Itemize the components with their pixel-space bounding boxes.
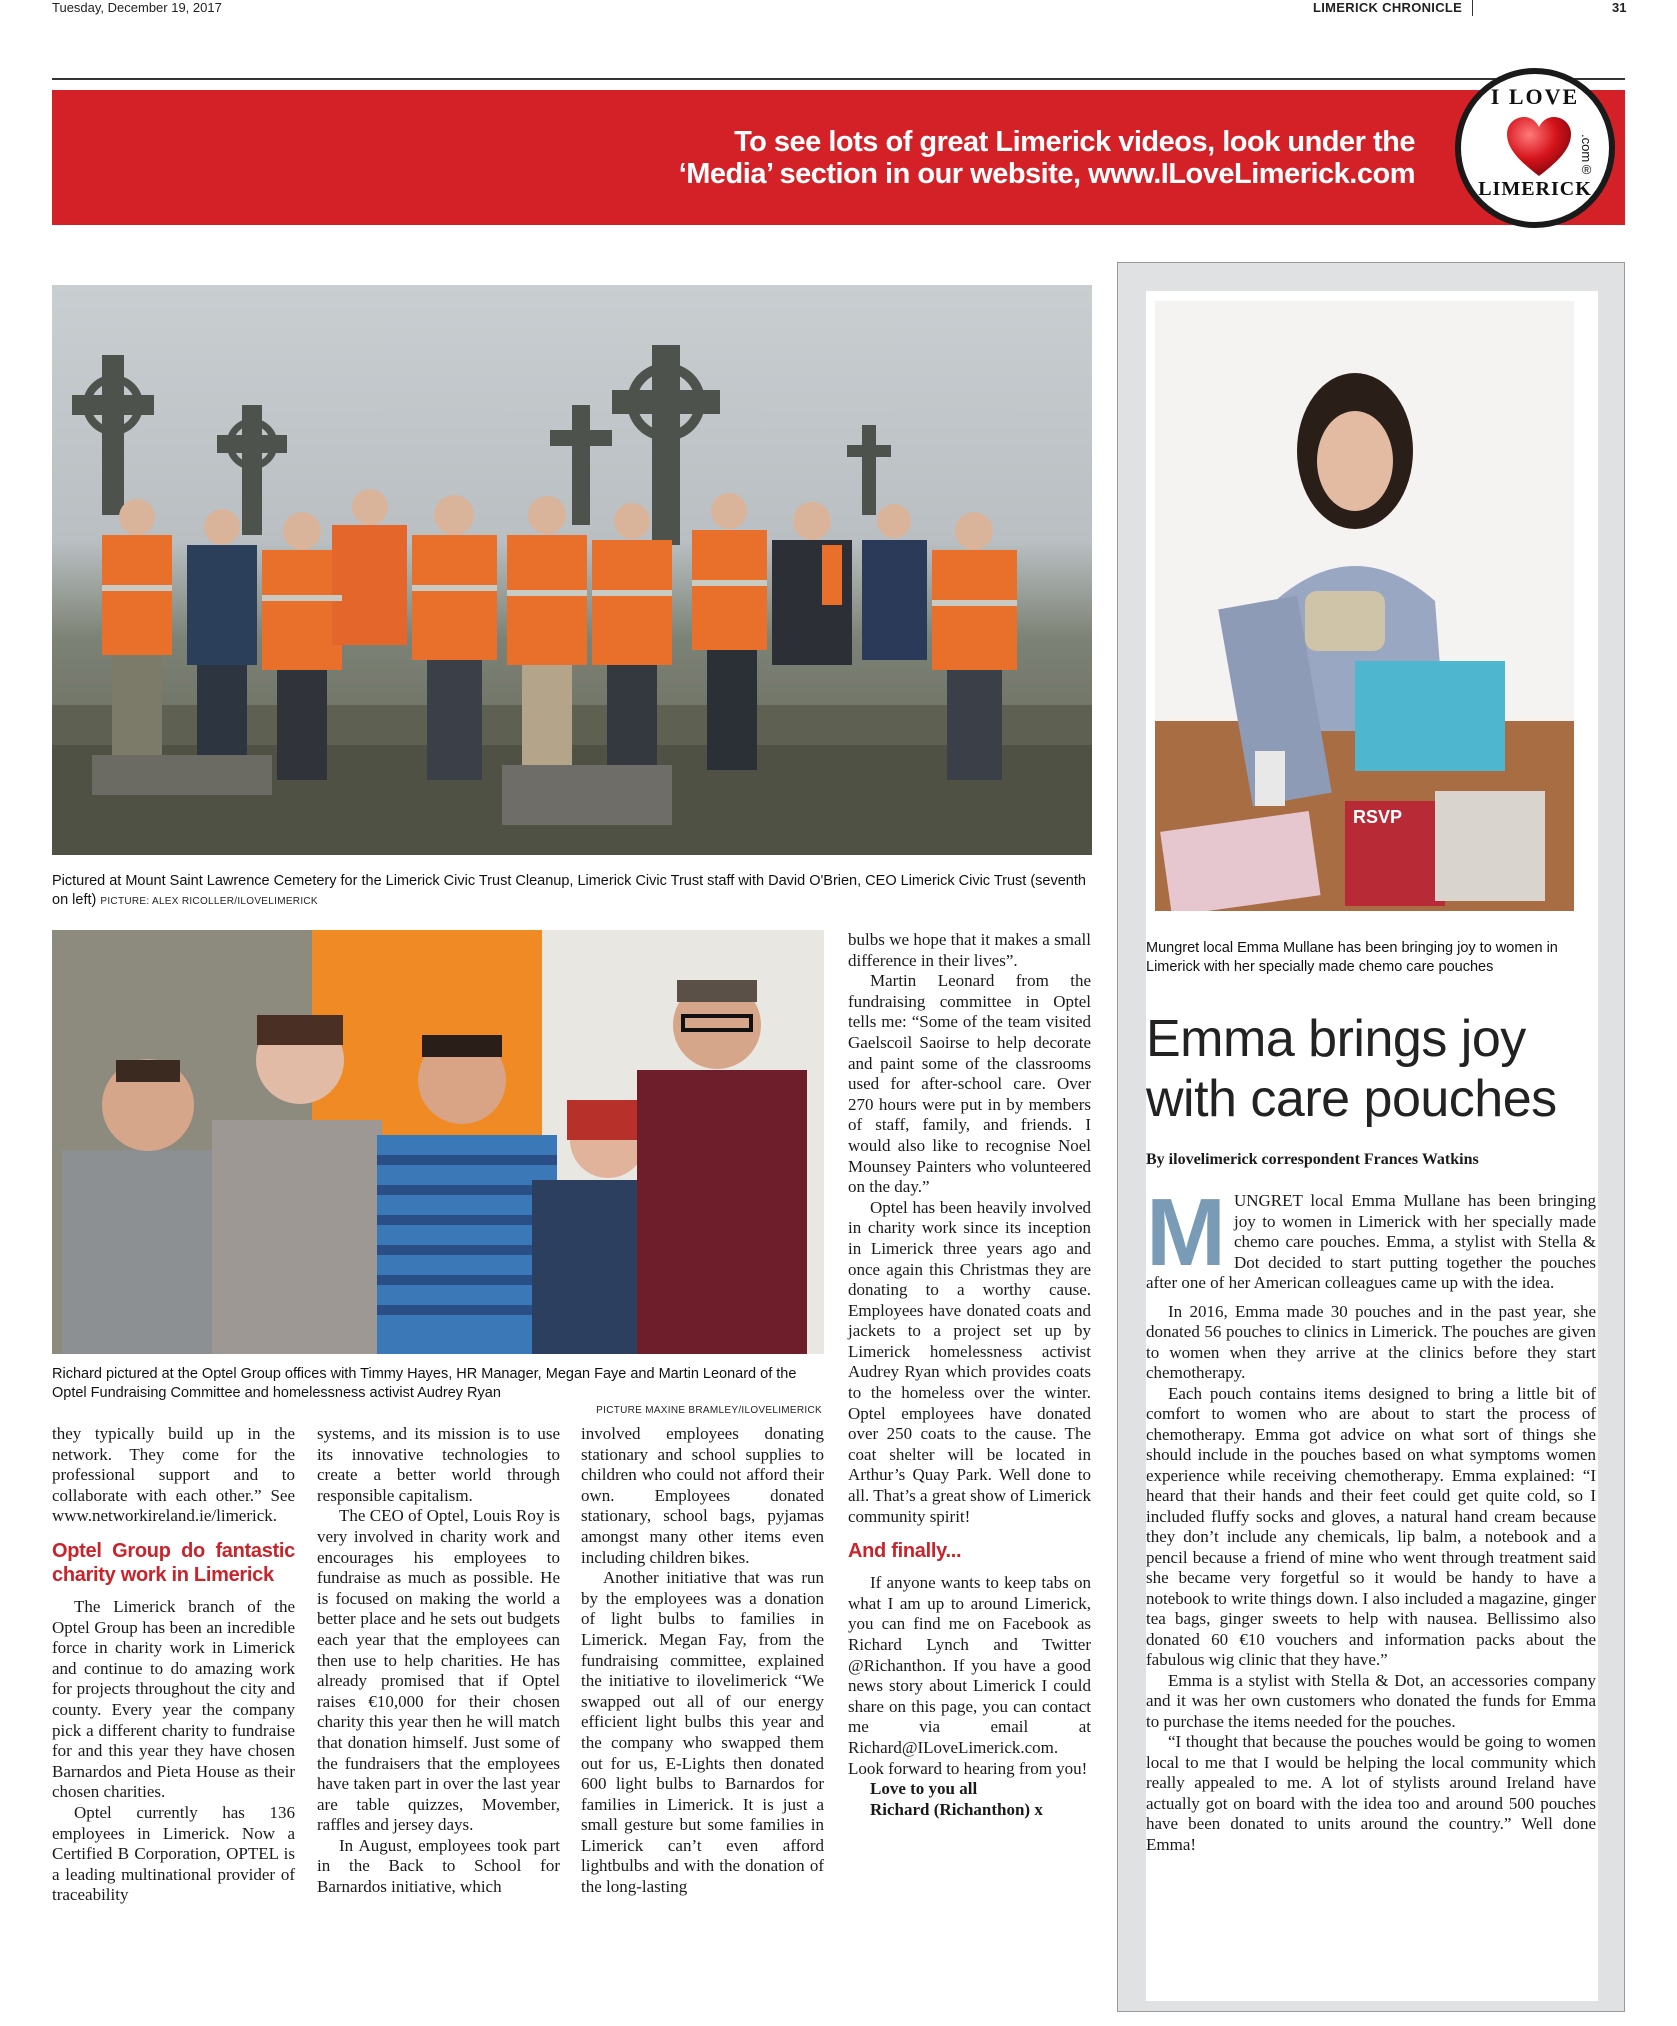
photo2-caption: Richard pictured at the Optel Group offices with Timmy Hayes, HR Manager, Megan Faye and Martin Leonard of the Optel Fundraising Committee and homelessness activist Audrey Ryan bbox=[52, 1366, 797, 1401]
logo-text-com: .com® bbox=[1579, 134, 1594, 178]
paper-name: LIMERICK CHRONICLE bbox=[1313, 0, 1463, 15]
signoff-line-1: Love to you all bbox=[870, 1779, 978, 1799]
banner-text bbox=[515, 126, 1415, 190]
promo-banner bbox=[52, 90, 1625, 225]
col2-paragraph-3: In August, employees took part in the Back to School for Barnardos initiative, which bbox=[317, 1835, 560, 1897]
emma-paragraph-2: In 2016, Emma made 30 pouches and in the past year, she donated 56 pouches to clinics in Limerick. The pouches are given to women when they arrive at the clinics before they start chemotherapy. bbox=[1146, 1301, 1596, 1382]
logo-text-top: I LOVE bbox=[1490, 84, 1580, 109]
page-number: 31 bbox=[1612, 0, 1627, 15]
emma-photo-illustration bbox=[1155, 301, 1574, 911]
col1-paragraph-3: Optel currently has 136 employees in Limerick. Now a Certified B Corporation, OPTEL is a leading multinational provider of traceability bbox=[52, 1802, 295, 1905]
and-finally-subhead: And finally... bbox=[848, 1540, 962, 1563]
emma-paragraph-3: Each pouch contains items designed to bring a little bit of comfort to women who are about to start the process of chemotherapy. Emma got advice on what sort of things she should include in the pouches based on what symptoms women experience while receiving chemotherapy. Emma explained: “I heard that their hands and their feet could get quite cold, so I included fluffy socks and gloves, a natural hand cream because they don’t include any chemicals, lip balm, a notebook and a pencil because a friend of mine who went through treatment said she became very forgetful so it would be handy to have a notebook to write things down. I also included a magazine, ginger tea bags, ginger sweets to help with nausea. Bellissimo also donated 60 €10 vouchers and information packs about the fabulous wig clinic that they have.” bbox=[1146, 1383, 1596, 1669]
emma-headline: Emma brings joy with care pouches bbox=[1146, 1010, 1557, 1128]
article-column-1 bbox=[52, 1424, 295, 1906]
photo1-caption bbox=[52, 872, 1092, 911]
article-column-2 bbox=[317, 1424, 560, 1898]
logo-text-bottom: LIMERICK bbox=[1478, 178, 1592, 200]
heart-icon bbox=[1505, 116, 1573, 178]
emma-paragraph-1-text: UNGRET local Emma Mullane has been bringing joy to women in Limerick with her specially made chemo care pouches. Emma, a stylist with Stella & Dot decided to start putting together the pouches after one of her American colleagues came up with the idea. bbox=[1146, 1191, 1596, 1292]
rsvp-magazine-text: RSVP bbox=[1353, 807, 1403, 827]
emma-sidebar-panel bbox=[1117, 262, 1625, 2012]
cemetery-photo-illustration bbox=[52, 285, 1092, 855]
photo2-credit: PICTURE MAXINE BRAMLEY/ILOVELIMERICK bbox=[596, 1405, 822, 1416]
banner-line-1: To see lots of great Limerick videos, look under the bbox=[734, 126, 1415, 158]
emma-byline: By ilovelimerick correspondent Frances Watkins bbox=[1146, 1151, 1479, 1168]
emma-paragraph-5: “I thought that because the pouches would be going to women local to me that I would be helping the local community which really appealed to me. A lot of stylists around Ireland have actually got on board with the idea too and around 500 pouches have been donated to units around the country.” Well done Emma! bbox=[1146, 1732, 1596, 1854]
masthead-divider bbox=[1472, 0, 1473, 16]
signoff-line-2: Richard (Richanthon) x bbox=[870, 1799, 1043, 1819]
optel-photo-illustration bbox=[52, 930, 824, 1354]
ilovelimerick-logo bbox=[1455, 68, 1615, 228]
emma-photo bbox=[1155, 301, 1574, 911]
emma-paragraph-4: Emma is a stylist with Stella & Dot, an accessories company and it was her own customers who donated the funds for Emma to purchase the items needed for the pouches. bbox=[1146, 1670, 1596, 1731]
masthead-rule bbox=[52, 78, 1625, 80]
article-column-4 bbox=[848, 930, 1091, 1820]
optel-group-photo bbox=[52, 930, 824, 1354]
col4-paragraph-4: If anyone wants to keep tabs on what I am up to around Limerick, you can find me on Facebook as Richard Lynch and Twitter @Richanthon. If you have a good news story about Limerick I could share on this page, you can contact me via email at Richard@ILoveLimerick.com. Look forward to hearing from you! bbox=[848, 1573, 1091, 1778]
emma-photo-caption: Mungret local Emma Mullane has been bringing joy to women in Limerick with her specially made chemo care pouches bbox=[1146, 940, 1558, 975]
col4-paragraph-2: Martin Leonard from the fundraising committee in Optel tells me: “Some of the team visited Gaelscoil Saoirse to help decorate and paint some of the classrooms used for after-school care. Over 270 hours were put in by members of staff, family, and friends. I would also like to recognise Noel Mounsey Painters who volunteered on the day.” bbox=[848, 971, 1091, 1197]
issue-date: Tuesday, December 19, 2017 bbox=[52, 0, 222, 15]
dropcap-letter: M bbox=[1146, 1179, 1226, 1286]
emma-paragraph-1 bbox=[1146, 1179, 1596, 1294]
photo1-credit: PICTURE: ALEX RICOLLER/ILOVELIMERICK bbox=[100, 895, 318, 907]
emma-sidebar-content bbox=[1146, 291, 1598, 2001]
col3-paragraph-1: involved employees donating stationary and school supplies to children who could not afford their own. Employees donated stationary, school bags, pyjamas amongst many other items even including children bikes. bbox=[581, 1424, 824, 1567]
article-column-3 bbox=[581, 1424, 824, 1898]
banner-line-2: ‘Media’ section in our website, www.ILoveLimerick.com bbox=[678, 158, 1415, 190]
col2-paragraph-1: systems, and its mission is to use its innovative technologies to create a better world through responsible capitalism. bbox=[317, 1424, 560, 1505]
cemetery-cleanup-photo bbox=[52, 285, 1092, 855]
col4-paragraph-3: Optel has been heavily involved in charity work since its inception in Limerick three years ago and once again this Christmas they are donating to a worthy cause. Employees have donated coats and jackets to a project set up by Limerick homelessness activist Audrey Ryan which provides coats to the homeless over the winter. Optel employees have donated over 250 coats to the cause. The coat shelter will be located in Arthur’s Quay Park. Well done to all. That’s a great show of Limerick community spirit! bbox=[848, 1197, 1091, 1526]
col4-paragraph-1: bulbs we hope that it makes a small difference in their lives”. bbox=[848, 930, 1091, 970]
col1-paragraph-2: The Limerick branch of the Optel Group has been an incredible force in charity work in Limerick and continue to do amazing work for projects throughout the city and county. Every year the company pick a different charity to fundraise for and this year they have chosen Barnardos and Pieta House as their chosen charities. bbox=[52, 1596, 295, 1802]
photo1-caption-text: Pictured at Mount Saint Lawrence Cemetery for the Limerick Civic Trust Cleanup, Limerick Civic Trust staff with David O'Brien, CEO Limerick Civic Trust (seventh on left) bbox=[52, 873, 1086, 908]
optel-subhead: Optel Group do fantastic charity work in Limerick bbox=[52, 1539, 295, 1586]
col3-paragraph-2: Another initiative that was run by the employees was a donation of light bulbs to families in Limerick. Megan Fay, from the fundraising committee, explained the initiative to ilovelimerick “We swapped out all of our energy efficient light bulbs this year and the company who swapped them out for us, E-Lights then donated 600 light bulbs to Barnardos for families in Limerick. It is just a small gesture but some families in Limerick can’t even afford lightbulbs and with the donation of the long-lasting bbox=[581, 1568, 824, 1897]
emma-article-body bbox=[1146, 1179, 1596, 1855]
col2-paragraph-2: The CEO of Optel, Louis Roy is very involved in charity work and encourages his employees to fundraise as much as possible. He is focused on making the world a better place and he sets out budgets each year that the employees can then use to help charities. He has already promised that if Optel raises €10,000 for their chosen charity this year then he will match that donation himself. Just some of the fundraisers that the employees have taken part in over the last year are table quizzes, Movember, raffles and jersey days. bbox=[317, 1506, 560, 1835]
col1-paragraph-1: they typically build up in the network. They come for the professional support and to collaborate with each other.” See www.networkireland.ie/limerick. bbox=[52, 1424, 295, 1526]
